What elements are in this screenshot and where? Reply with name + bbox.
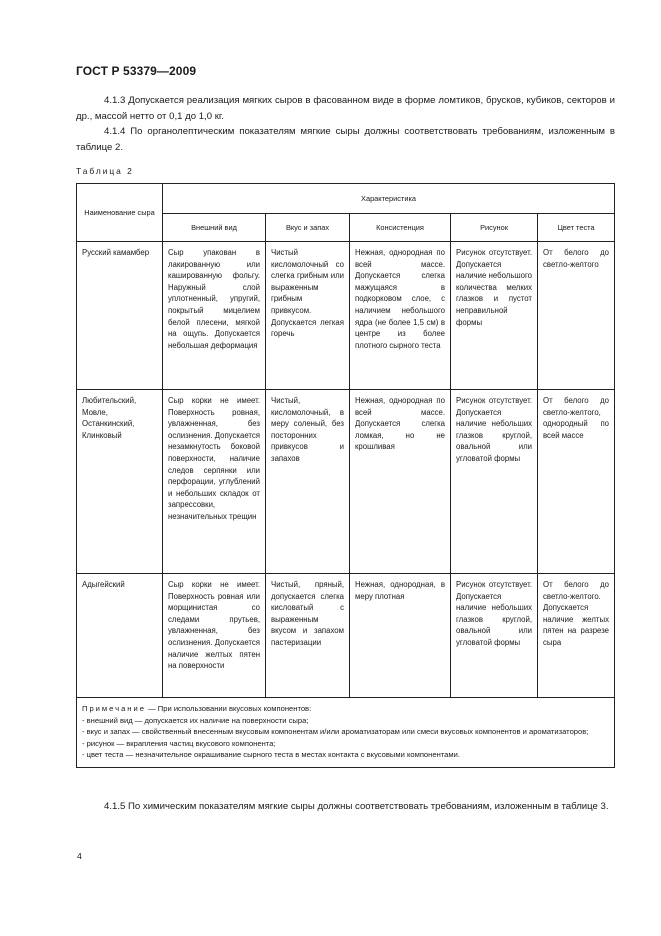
header-cheese-name: Наименование сыра <box>77 184 163 242</box>
paragraph-4-1-5-text: 4.1.5 По химическим показателям мягкие сыры должны соответствовать требованиям, изложенным в таблице 3. <box>104 801 609 812</box>
table-row <box>77 390 615 574</box>
cell-consistency: Нежная, однородная, в меру плотная <box>350 574 451 698</box>
header-characteristic: Характеристика <box>163 184 615 214</box>
note-item: - рисунок — вкрапления частиц вкусового компонента; <box>82 738 276 748</box>
note-title: Примечание <box>82 704 146 713</box>
header-appearance: Внешний вид <box>163 214 266 242</box>
cell-taste-smell: Чистый кисломолочный со слегка грибным или выраженным грибным привкусом. Допускается легкая горечь <box>266 242 350 390</box>
row-cheese-name: Любительский, Мовле, Останкинский, Клинковый <box>77 390 163 574</box>
paragraph-4-1-4 <box>76 124 615 156</box>
cell-paste-color: От белого до светло-желтого. Допускается наличие желтых пятен на разрезе сыра <box>538 574 615 698</box>
note-item: - внешний вид — допускается их наличие на поверхности сыра; <box>82 715 309 725</box>
table-header-row <box>77 184 615 214</box>
cell-consistency: Нежная, однородная по всей массе. Допускается слегка ломкая, но не крошливая <box>350 390 451 574</box>
header-paste-color: Цвет теста <box>538 214 615 242</box>
table-note-row <box>77 698 615 768</box>
table-row <box>77 574 615 698</box>
cell-consistency: Нежная, однородная по всей массе. Допускается слегка мажущаяся в подкорковом слое, с наличием небольшого ядра (не более 1,5 см) в центре из более плотного сырного теста <box>350 242 451 390</box>
cell-appearance: Сыр корки не имеет. Поверхность ровная, увлажненная, без ослизнения. Допускается незамкнутость боковой поверхности, наличие следов серпянки или перфорации, углублений и небольших складок от запрессовки, незначительных трещин <box>163 390 266 574</box>
cell-pattern: Рисунок отсутствует. Допускается наличие небольших глазков круглой, овальной или угловатой формы <box>451 574 538 698</box>
paragraph-4-1-5 <box>76 799 615 815</box>
header-pattern: Рисунок <box>451 214 538 242</box>
note-heading <box>82 703 609 715</box>
table-caption: Таблица 2 <box>76 166 134 176</box>
organoleptic-table <box>76 183 615 768</box>
row-cheese-name: Адыгейский <box>77 574 163 698</box>
cell-taste-smell: Чистый, кисломолочный, в меру соленый, без посторонних привкусов и запахов <box>266 390 350 574</box>
paragraph-4-1-4-text: 4.1.4 По органолептическим показателям мягкие сыры должны соответствовать требованиям, изложенным в таблице 2. <box>76 126 615 153</box>
cell-paste-color: От белого до светло-желтого, однородный по всей массе <box>538 390 615 574</box>
paragraph-4-1-3 <box>76 93 615 125</box>
cell-taste-smell: Чистый, пряный, допускается слегка кисловатый с выраженным вкусом и запахом пастеризации <box>266 574 350 698</box>
paragraph-4-1-3-text: 4.1.3 Допускается реализация мягких сыров в фасованном виде в форме ломтиков, брусков, кубиков, секторов и др., массой нетто от 0,1 до 1,0 кг. <box>76 95 615 122</box>
table-note <box>77 698 615 768</box>
row-cheese-name: Русский камамбер <box>77 242 163 390</box>
header-consistency: Консистенция <box>350 214 451 242</box>
table-row <box>77 242 615 390</box>
cell-appearance: Сыр корки не имеет. Поверхность ровная или морщинистая со следами прутьев, увлажненная, без ослизнения. Допускается наличие желтых пятен на поверхности <box>163 574 266 698</box>
note-item: - цвет теста — незначительное окрашивание сырного теста в местах контакта с вкусовыми компонентами. <box>82 750 460 760</box>
cell-pattern: Рисунок отсутствует. Допускается наличие небольших глазков круглой, овальной или угловатой формы <box>451 390 538 574</box>
cell-appearance: Сыр упакован в лакированную или кашированную фольгу. Наружный слой уплотненный, упругий, покрытый мицелием белой плесени, мягкой на ощупь. Допускается небольшая деформация <box>163 242 266 390</box>
document-standard-header: ГОСТ Р 53379—2009 <box>76 64 197 78</box>
cell-paste-color: От белого до светло-желтого <box>538 242 615 390</box>
note-item: - вкус и запах — свойственный внесенным вкусовым компонентам и/или ароматизаторам или смеси вкусовых компонентов и ароматизаторов; <box>82 727 589 737</box>
page-number: 4 <box>77 851 82 861</box>
header-taste-smell: Вкус и запах <box>266 214 350 242</box>
cell-pattern: Рисунок отсутствует. Допускается наличие небольшого количества мелких глазков и пустот неправильной формы <box>451 242 538 390</box>
note-intro: — При использовании вкусовых компонентов: <box>148 704 312 713</box>
